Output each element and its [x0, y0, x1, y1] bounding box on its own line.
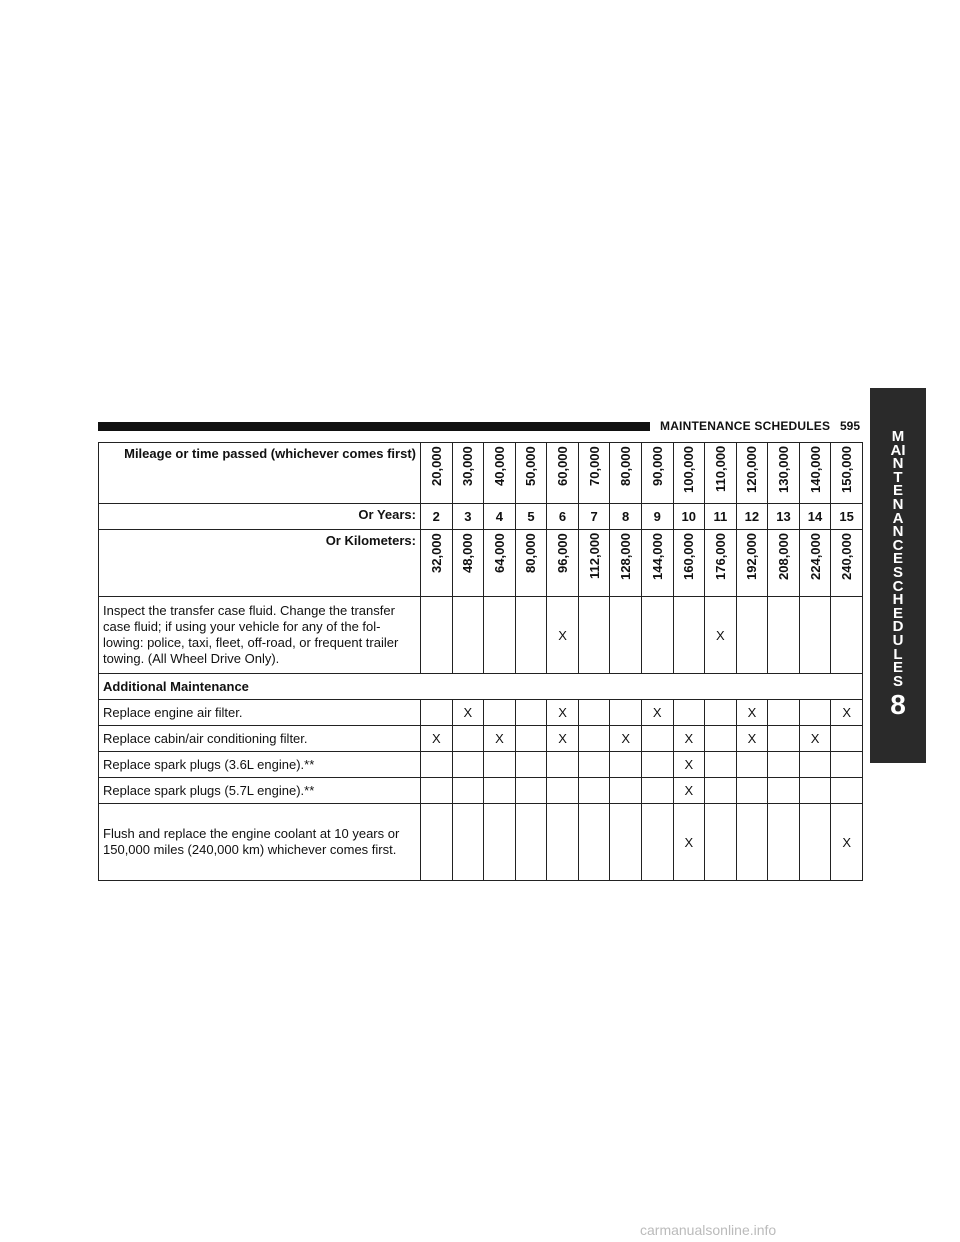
- kilometers-cell: [641, 530, 673, 597]
- mileage-label: Mileage or time passed (whichever comes first): [99, 443, 421, 504]
- schedule-row: [99, 804, 863, 881]
- service-mark: [736, 597, 768, 674]
- mileage-cell: [484, 443, 516, 504]
- schedule-row: [99, 752, 863, 778]
- mileage-value: 150,000: [839, 446, 855, 493]
- service-mark: [768, 804, 800, 881]
- mileage-value: 50,000: [523, 446, 539, 486]
- years-value: 9: [641, 504, 673, 530]
- mileage-value: 130,000: [775, 446, 791, 493]
- service-mark: X: [736, 700, 768, 726]
- service-mark: [673, 700, 705, 726]
- kilometers-label: Or Kilometers:: [99, 530, 421, 597]
- kilometers-value: 48,000: [460, 533, 476, 573]
- side-tab-chapter-number: 8: [890, 689, 906, 721]
- service-mark: [610, 778, 642, 804]
- service-mark: [421, 752, 453, 778]
- kilometers-cell: [515, 530, 547, 597]
- mileage-value: 20,000: [428, 446, 444, 486]
- kilometers-value: 176,000: [712, 533, 728, 580]
- years-value: 15: [831, 504, 863, 530]
- kilometers-cell: [831, 530, 863, 597]
- mileage-value: 110,000: [712, 446, 728, 493]
- years-value: 14: [799, 504, 831, 530]
- service-mark: [768, 700, 800, 726]
- service-description: Replace spark plugs (3.6L engine).**: [99, 752, 421, 778]
- kilometers-value: 96,000: [555, 533, 571, 573]
- mileage-cell: [705, 443, 737, 504]
- service-mark: X: [547, 700, 579, 726]
- mileage-cell: [515, 443, 547, 504]
- mileage-value: 100,000: [681, 446, 697, 493]
- years-header-row: [99, 504, 863, 530]
- mileage-header-row: [99, 443, 863, 504]
- service-mark: X: [673, 804, 705, 881]
- service-mark: [799, 778, 831, 804]
- mileage-value: 60,000: [555, 446, 571, 486]
- service-mark: X: [831, 700, 863, 726]
- service-mark: [641, 804, 673, 881]
- service-mark: [484, 778, 516, 804]
- service-description: Inspect the transfer case fluid. Change the transfer case fluid; if using your vehicle for any of the fol-lowing: police, taxi, fleet, off-road, or frequent trailer towing. (All Wheel Drive Only).: [99, 597, 421, 674]
- kilometers-value: 32,000: [428, 533, 444, 573]
- service-mark: [452, 726, 484, 752]
- service-mark: [768, 597, 800, 674]
- mileage-value: 30,000: [460, 446, 476, 486]
- service-mark: [515, 778, 547, 804]
- mileage-value: 140,000: [807, 446, 823, 493]
- service-mark: [799, 700, 831, 726]
- service-mark: X: [799, 726, 831, 752]
- years-value: 11: [705, 504, 737, 530]
- years-value: 8: [610, 504, 642, 530]
- service-mark: [578, 804, 610, 881]
- service-mark: X: [641, 700, 673, 726]
- service-mark: [452, 778, 484, 804]
- service-mark: [452, 597, 484, 674]
- service-mark: [515, 726, 547, 752]
- service-mark: [641, 778, 673, 804]
- schedule-row: [99, 597, 863, 674]
- mileage-value: 40,000: [491, 446, 507, 486]
- service-mark: [484, 752, 516, 778]
- service-mark: [578, 700, 610, 726]
- mileage-cell: [610, 443, 642, 504]
- kilometers-cell: [673, 530, 705, 597]
- mileage-cell: [799, 443, 831, 504]
- service-mark: [452, 752, 484, 778]
- kilometers-value: 160,000: [681, 533, 697, 580]
- service-mark: X: [421, 726, 453, 752]
- service-mark: [421, 597, 453, 674]
- service-mark: [705, 778, 737, 804]
- kilometers-value: 240,000: [839, 533, 855, 580]
- service-mark: X: [673, 726, 705, 752]
- service-mark: X: [547, 726, 579, 752]
- kilometers-cell: [452, 530, 484, 597]
- years-label: Or Years:: [99, 504, 421, 530]
- service-description: Replace engine air filter.: [99, 700, 421, 726]
- service-mark: [831, 752, 863, 778]
- service-mark: [578, 752, 610, 778]
- service-mark: [641, 726, 673, 752]
- kilometers-cell: [421, 530, 453, 597]
- service-description: Replace cabin/air conditioning filter.: [99, 726, 421, 752]
- mileage-value: 120,000: [744, 446, 760, 493]
- service-mark: [610, 700, 642, 726]
- schedule-row: [99, 700, 863, 726]
- service-mark: [578, 726, 610, 752]
- service-mark: [705, 700, 737, 726]
- years-value: 13: [768, 504, 800, 530]
- kilometers-cell: [705, 530, 737, 597]
- years-value: 7: [578, 504, 610, 530]
- service-mark: [768, 752, 800, 778]
- kilometers-value: 80,000: [523, 533, 539, 573]
- side-tab-letters: MAINTENANCE SCHEDULES: [890, 428, 908, 690]
- kilometers-cell: [578, 530, 610, 597]
- mileage-cell: [736, 443, 768, 504]
- service-mark: [641, 597, 673, 674]
- service-mark: [705, 752, 737, 778]
- service-mark: [831, 597, 863, 674]
- kilometers-value: 112,000: [586, 533, 602, 580]
- kilometers-cell: [799, 530, 831, 597]
- kilometers-value: 144,000: [649, 533, 665, 580]
- mileage-value: 90,000: [649, 446, 665, 486]
- service-mark: X: [705, 597, 737, 674]
- maintenance-schedule-table: [98, 442, 863, 881]
- years-value: 12: [736, 504, 768, 530]
- service-mark: [799, 752, 831, 778]
- section-header-row: [99, 674, 863, 700]
- service-mark: X: [831, 804, 863, 881]
- service-mark: [515, 804, 547, 881]
- mileage-cell: [641, 443, 673, 504]
- running-header-title: MAINTENANCE SCHEDULES: [660, 419, 831, 433]
- service-description: Replace spark plugs (5.7L engine).**: [99, 778, 421, 804]
- mileage-cell: [673, 443, 705, 504]
- kilometers-value: 64,000: [491, 533, 507, 573]
- mileage-cell: [578, 443, 610, 504]
- service-mark: [515, 597, 547, 674]
- service-mark: [831, 778, 863, 804]
- years-value: 3: [452, 504, 484, 530]
- mileage-cell: [452, 443, 484, 504]
- service-mark: [421, 804, 453, 881]
- service-mark: [421, 778, 453, 804]
- chapter-side-tab: [870, 388, 926, 763]
- service-mark: X: [673, 752, 705, 778]
- service-mark: [736, 804, 768, 881]
- kilometers-header-row: [99, 530, 863, 597]
- service-mark: X: [547, 597, 579, 674]
- service-mark: [610, 804, 642, 881]
- service-mark: [799, 804, 831, 881]
- service-mark: [578, 778, 610, 804]
- kilometers-cell: [484, 530, 516, 597]
- kilometers-cell: [547, 530, 579, 597]
- years-value: 5: [515, 504, 547, 530]
- kilometers-value: 208,000: [775, 533, 791, 580]
- service-mark: [515, 700, 547, 726]
- service-mark: X: [484, 726, 516, 752]
- service-mark: X: [673, 778, 705, 804]
- schedule-row: [99, 778, 863, 804]
- service-mark: [547, 752, 579, 778]
- section-title: Additional Maintenance: [99, 674, 863, 700]
- service-mark: [484, 597, 516, 674]
- years-value: 2: [421, 504, 453, 530]
- years-value: 10: [673, 504, 705, 530]
- service-mark: X: [736, 726, 768, 752]
- schedule-row: [99, 726, 863, 752]
- header-rule: [98, 422, 650, 431]
- service-mark: [452, 804, 484, 881]
- service-mark: [578, 597, 610, 674]
- service-mark: [610, 752, 642, 778]
- years-value: 6: [547, 504, 579, 530]
- service-mark: [799, 597, 831, 674]
- service-mark: [610, 597, 642, 674]
- service-mark: [641, 752, 673, 778]
- service-mark: [831, 726, 863, 752]
- service-description: Flush and replace the engine coolant at 10 years or 150,000 miles (240,000 km) whichever comes first.: [99, 804, 421, 881]
- page-number: 595: [840, 419, 861, 433]
- service-mark: [768, 726, 800, 752]
- kilometers-value: 128,000: [618, 533, 634, 580]
- service-mark: [736, 752, 768, 778]
- service-mark: [673, 597, 705, 674]
- mileage-value: 70,000: [586, 446, 602, 486]
- mileage-cell: [831, 443, 863, 504]
- service-mark: [736, 778, 768, 804]
- service-mark: [705, 804, 737, 881]
- service-mark: [705, 726, 737, 752]
- watermark: carmanualsonline.info: [640, 1222, 777, 1238]
- years-value: 4: [484, 504, 516, 530]
- service-mark: [484, 700, 516, 726]
- service-mark: [421, 700, 453, 726]
- kilometers-value: 224,000: [807, 533, 823, 580]
- mileage-value: 80,000: [618, 446, 634, 486]
- kilometers-cell: [610, 530, 642, 597]
- service-mark: [768, 778, 800, 804]
- kilometers-value: 192,000: [744, 533, 760, 580]
- service-mark: [547, 804, 579, 881]
- kilometers-cell: [736, 530, 768, 597]
- service-mark: [547, 778, 579, 804]
- mileage-cell: [768, 443, 800, 504]
- mileage-cell: [547, 443, 579, 504]
- mileage-cell: [421, 443, 453, 504]
- service-mark: [484, 804, 516, 881]
- service-mark: X: [452, 700, 484, 726]
- kilometers-cell: [768, 530, 800, 597]
- service-mark: [515, 752, 547, 778]
- service-mark: X: [610, 726, 642, 752]
